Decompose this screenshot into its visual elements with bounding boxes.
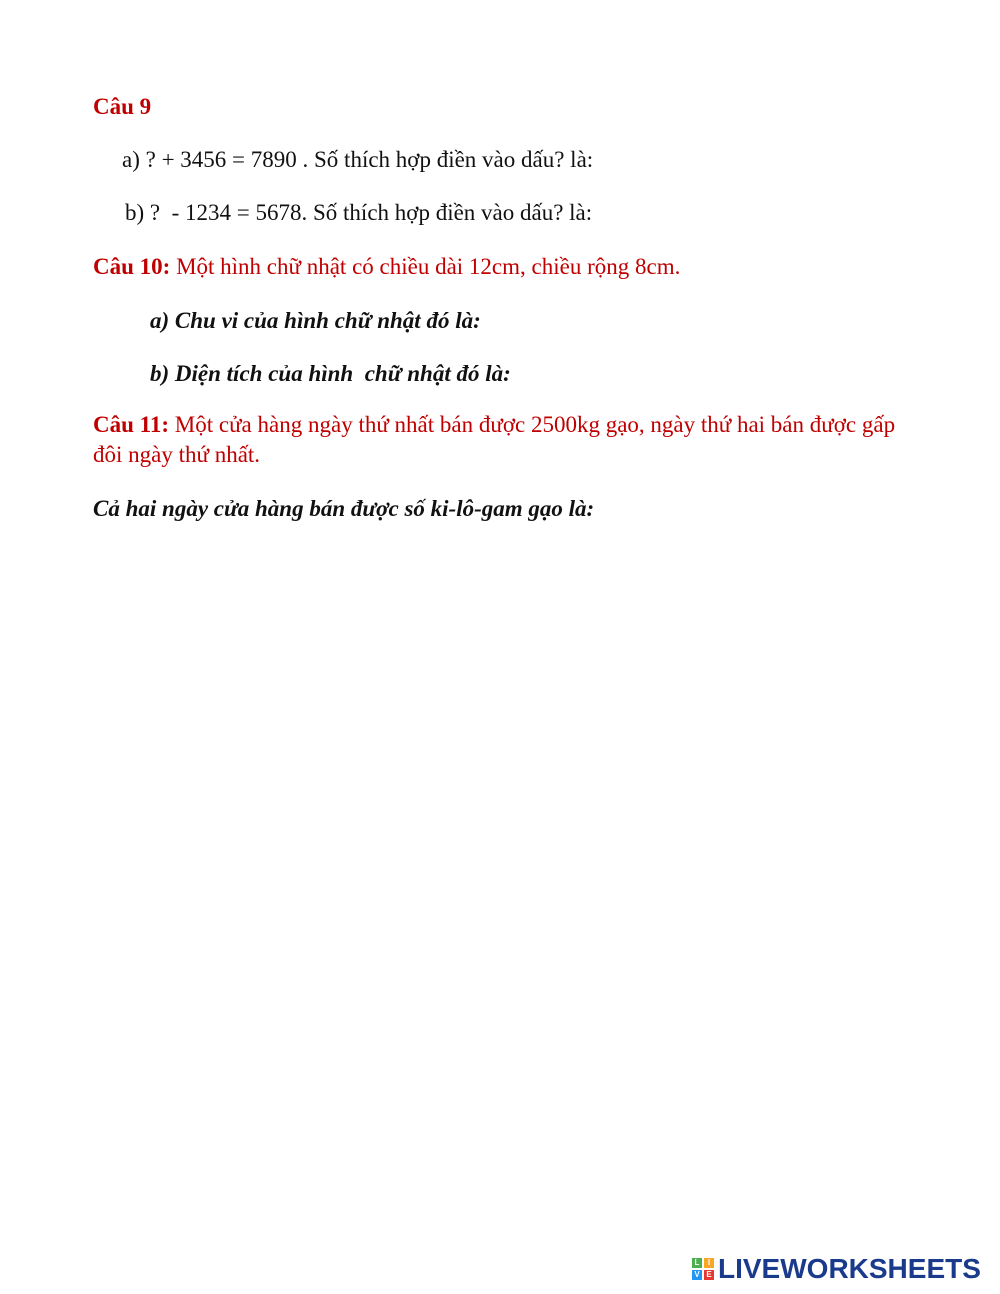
question-10b: b) Diện tích của hình chữ nhật đó là: [150,361,511,386]
question-10-label: Câu 10: [93,254,171,279]
question-11-text: Một cửa hàng ngày thứ nhất bán được 2500kg gạo, ngày thứ hai bán được gấp đôi ngày thứ nhất. [93,412,896,467]
question-10a: a) Chu vi của hình chữ nhật đó là: [150,308,481,333]
logo-mark-icon [692,1258,714,1280]
question-11-ask: Cả hai ngày cửa hàng bán được số ki-lô-gam gạo là: [93,496,595,521]
logo-mark-cell: V [692,1270,702,1280]
question-10 [93,252,680,282]
question-11-label: Câu 11: [93,412,170,437]
question-9a: a) ? + 3456 = 7890 . Số thích hợp điền vào dấu? là: [122,147,594,172]
question-11 [93,410,913,470]
logo-text: LIVEWORKSHEETS [718,1253,981,1284]
logo-mark-cell: L [692,1258,702,1268]
question-9b: b) ? - 1234 = 5678. Số thích hợp điền vào dấu? là: [125,200,593,225]
question-9-title: Câu 9 [93,94,152,119]
logo-mark-cell: I [704,1258,714,1268]
logo-mark-cell: E [704,1270,714,1280]
liveworksheets-logo [692,1255,981,1283]
question-10-text: Một hình chữ nhật có chiều dài 12cm, chiều rộng 8cm. [170,254,681,279]
